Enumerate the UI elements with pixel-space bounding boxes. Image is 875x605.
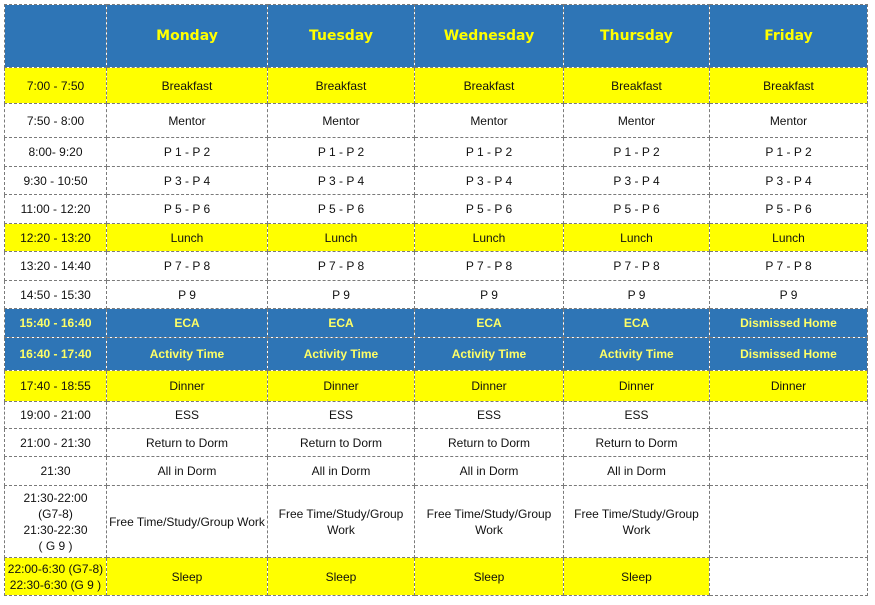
schedule-cell: Dinner <box>564 371 710 402</box>
time-line: 22:00-6:30 (G7-8) <box>7 561 104 576</box>
timetable <box>4 4 868 596</box>
schedule-cell: Free Time/Study/Group Work <box>107 486 268 558</box>
schedule-cell <box>710 558 868 596</box>
schedule-cell: P 9 <box>564 281 710 309</box>
schedule-cell: Lunch <box>268 224 415 252</box>
schedule-cell: P 9 <box>710 281 868 309</box>
schedule-cell: P 1 - P 2 <box>415 138 564 167</box>
schedule-cell: P 7 - P 8 <box>268 252 415 281</box>
schedule-cell: Sleep <box>415 558 564 596</box>
schedule-cell: Breakfast <box>564 68 710 104</box>
table-row <box>5 281 868 309</box>
schedule-cell: P 1 - P 2 <box>564 138 710 167</box>
schedule-cell: Breakfast <box>710 68 868 104</box>
schedule-cell: P 7 - P 8 <box>107 252 268 281</box>
schedule-cell: Lunch <box>564 224 710 252</box>
time-cell: 12:20 - 13:20 <box>5 224 107 252</box>
time-cell: 17:40 - 18:55 <box>5 371 107 402</box>
schedule-cell: Free Time/Study/Group Work <box>564 486 710 558</box>
schedule-cell: Breakfast <box>268 68 415 104</box>
table-row <box>5 68 868 104</box>
time-cell: 21:30 <box>5 457 107 486</box>
schedule-cell: P 3 - P 4 <box>564 167 710 195</box>
table-row <box>5 309 868 338</box>
time-line: 22:30-6:30 (G 9 ) <box>9 577 102 592</box>
table-row <box>5 138 868 167</box>
time-cell: 11:00 - 12:20 <box>5 195 107 224</box>
time-cell: 15:40 - 16:40 <box>5 309 107 338</box>
schedule-cell <box>710 402 868 429</box>
time-line: (G7-8) <box>38 506 73 521</box>
schedule-cell: P 5 - P 6 <box>564 195 710 224</box>
schedule-cell: Activity Time <box>268 338 415 371</box>
day-header-tuesday: Tuesday <box>268 5 415 68</box>
day-header-thursday: Thursday <box>564 5 710 68</box>
schedule-cell: ECA <box>415 309 564 338</box>
table-row <box>5 338 868 371</box>
schedule-cell: Lunch <box>107 224 268 252</box>
time-cell <box>5 486 107 558</box>
time-cell: 21:00 - 21:30 <box>5 429 107 457</box>
schedule-cell: Free Time/Study/Group Work <box>268 486 415 558</box>
schedule-cell: Mentor <box>107 104 268 138</box>
schedule-cell: All in Dorm <box>107 457 268 486</box>
schedule-cell: Breakfast <box>107 68 268 104</box>
time-cell: 7:00 - 7:50 <box>5 68 107 104</box>
time-cell: 9:30 - 10:50 <box>5 167 107 195</box>
schedule-cell <box>710 429 868 457</box>
schedule-cell: Sleep <box>268 558 415 596</box>
table-row <box>5 371 868 402</box>
schedule-cell: Dinner <box>268 371 415 402</box>
schedule-cell: Dinner <box>415 371 564 402</box>
schedule-cell: ECA <box>564 309 710 338</box>
time-cell: 19:00 - 21:00 <box>5 402 107 429</box>
table-row <box>5 558 868 596</box>
schedule-cell <box>710 457 868 486</box>
schedule-cell: P 3 - P 4 <box>107 167 268 195</box>
schedule-cell: Lunch <box>415 224 564 252</box>
schedule-cell: P 7 - P 8 <box>564 252 710 281</box>
schedule-cell: P 5 - P 6 <box>107 195 268 224</box>
schedule-cell: Dismissed Home <box>710 309 868 338</box>
schedule-cell: Free Time/Study/Group Work <box>415 486 564 558</box>
day-header-monday: Monday <box>107 5 268 68</box>
schedule-cell: All in Dorm <box>564 457 710 486</box>
time-line: 21:30-22:30 <box>23 522 88 537</box>
time-line: 21:30-22:00 <box>23 490 88 505</box>
day-header-wednesday: Wednesday <box>415 5 564 68</box>
schedule-cell: P 9 <box>268 281 415 309</box>
schedule-cell <box>710 486 868 558</box>
time-cell: 14:50 - 15:30 <box>5 281 107 309</box>
schedule-cell: ESS <box>107 402 268 429</box>
table-row <box>5 104 868 138</box>
schedule-cell: Lunch <box>710 224 868 252</box>
schedule-cell: P 5 - P 6 <box>415 195 564 224</box>
day-header-friday: Friday <box>710 5 868 68</box>
schedule-cell: ESS <box>268 402 415 429</box>
schedule-cell: Dinner <box>710 371 868 402</box>
schedule-cell: ESS <box>415 402 564 429</box>
schedule-cell: P 3 - P 4 <box>710 167 868 195</box>
schedule-cell: Activity Time <box>564 338 710 371</box>
corner-cell <box>5 5 107 68</box>
schedule-cell: Mentor <box>564 104 710 138</box>
table-row <box>5 457 868 486</box>
time-cell: 7:50 - 8:00 <box>5 104 107 138</box>
schedule-cell: Activity Time <box>415 338 564 371</box>
time-cell: 16:40 - 17:40 <box>5 338 107 371</box>
schedule-cell: P 1 - P 2 <box>107 138 268 167</box>
schedule-cell: Mentor <box>268 104 415 138</box>
time-cell: 8:00- 9:20 <box>5 138 107 167</box>
table-row <box>5 167 868 195</box>
schedule-cell: P 7 - P 8 <box>415 252 564 281</box>
table-row <box>5 429 868 457</box>
schedule-cell: P 3 - P 4 <box>268 167 415 195</box>
table-row <box>5 224 868 252</box>
schedule-cell: ESS <box>564 402 710 429</box>
schedule-cell: Return to Dorm <box>268 429 415 457</box>
table-row <box>5 486 868 558</box>
schedule-cell: Activity Time <box>107 338 268 371</box>
schedule-cell: Sleep <box>564 558 710 596</box>
schedule-cell: Dinner <box>107 371 268 402</box>
header-row <box>5 5 868 68</box>
schedule-cell: Breakfast <box>415 68 564 104</box>
schedule-cell: All in Dorm <box>268 457 415 486</box>
time-cell <box>5 558 107 596</box>
schedule-cell: Sleep <box>107 558 268 596</box>
schedule-cell: P 5 - P 6 <box>268 195 415 224</box>
schedule-cell: Dismissed Home <box>710 338 868 371</box>
table-row <box>5 252 868 281</box>
schedule-cell: P 7 - P 8 <box>710 252 868 281</box>
schedule-cell: ECA <box>268 309 415 338</box>
schedule-cell: All in Dorm <box>415 457 564 486</box>
schedule-cell: P 5 - P 6 <box>710 195 868 224</box>
schedule-cell: ECA <box>107 309 268 338</box>
schedule-cell: Mentor <box>415 104 564 138</box>
schedule-cell: P 1 - P 2 <box>710 138 868 167</box>
schedule-cell: Return to Dorm <box>107 429 268 457</box>
schedule-cell: P 1 - P 2 <box>268 138 415 167</box>
schedule-cell: Return to Dorm <box>415 429 564 457</box>
schedule-cell: Return to Dorm <box>564 429 710 457</box>
time-cell: 13:20 - 14:40 <box>5 252 107 281</box>
table-row <box>5 402 868 429</box>
schedule-cell: Mentor <box>710 104 868 138</box>
schedule-cell: P 9 <box>107 281 268 309</box>
time-line: ( G 9 ) <box>38 538 73 553</box>
schedule-cell: P 3 - P 4 <box>415 167 564 195</box>
schedule-cell: P 9 <box>415 281 564 309</box>
table-row <box>5 195 868 224</box>
